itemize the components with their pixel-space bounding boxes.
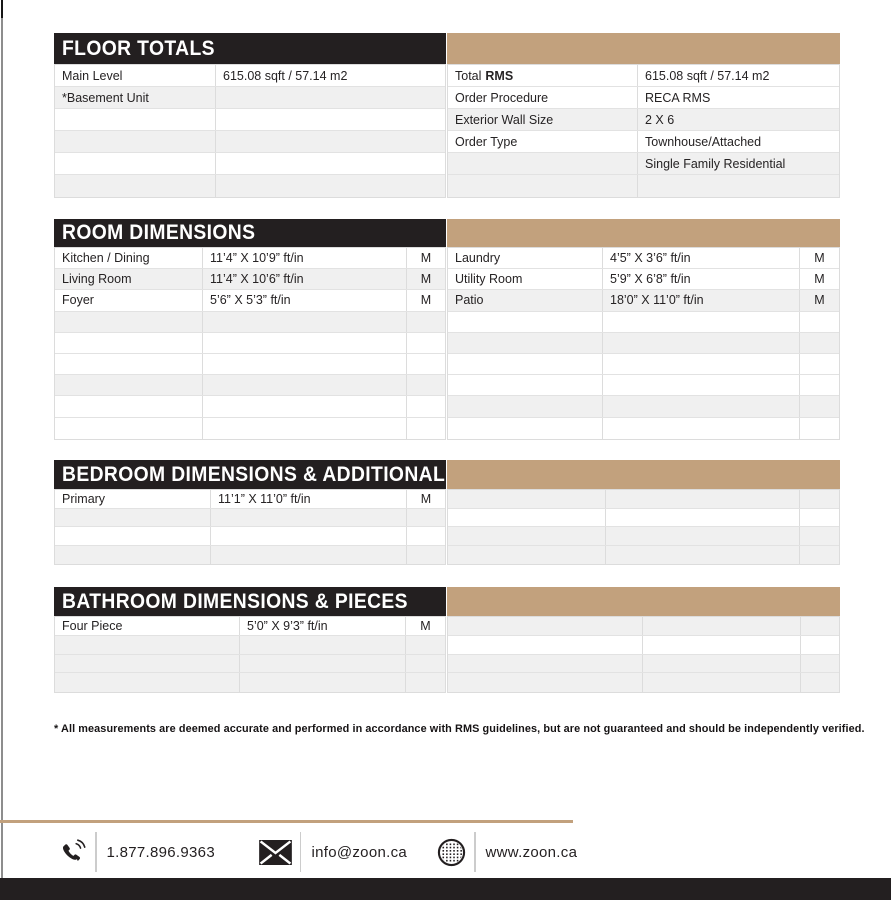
table-cell-label <box>448 673 642 692</box>
bedroom-right-table <box>447 489 840 565</box>
table-cell-value <box>215 131 445 152</box>
globe-icon <box>437 838 466 867</box>
table-cell-label <box>448 509 605 527</box>
table-cell-label <box>448 396 602 416</box>
table-cell-unit <box>799 418 839 439</box>
table-cell-unit <box>406 396 445 416</box>
table-row <box>55 673 445 692</box>
table-cell-value: Townhouse/Attached <box>637 131 839 152</box>
room-dimensions-title: ROOM DIMENSIONS <box>62 221 256 244</box>
table-cell-unit <box>799 490 839 508</box>
table-cell-value <box>215 87 445 108</box>
table-cell-value: 615.08 sqft / 57.14 m2 <box>215 65 445 86</box>
bedroom-header <box>54 460 840 489</box>
footer-divider <box>300 832 302 872</box>
table-cell-unit <box>800 617 839 635</box>
room-dimensions-left-table <box>54 247 446 440</box>
table-cell-value <box>239 636 405 654</box>
table-row <box>448 636 839 655</box>
table-row <box>55 109 445 131</box>
table-cell-label <box>55 527 210 545</box>
table-cell-value: 11’4” X 10’9” ft/in <box>202 248 406 268</box>
table-cell-unit <box>406 375 445 395</box>
page-left-edge-line <box>1 0 3 878</box>
table-row <box>448 490 839 509</box>
table-cell-value: 18’0” X 11’0” ft/in <box>602 290 799 310</box>
table-row <box>55 87 445 109</box>
table-cell-label: Exterior Wall Size <box>455 112 554 127</box>
table-cell-label: Utility Room <box>455 272 523 287</box>
table-cell-value <box>239 655 405 673</box>
table-cell-value: RECA RMS <box>637 87 839 108</box>
envelope-icon <box>259 840 292 865</box>
table-row <box>55 509 445 528</box>
table-cell-label <box>55 546 210 565</box>
table-cell-label: Kitchen / Dining <box>62 251 150 266</box>
table-cell-value <box>642 673 800 692</box>
table-cell-label: Living Room <box>62 272 132 287</box>
table-cell-label <box>55 333 202 353</box>
table-cell-unit <box>406 354 445 374</box>
bottom-black-bar <box>0 878 891 900</box>
bathroom-tables <box>54 616 840 693</box>
table-cell-label: Main Level <box>62 68 123 83</box>
table-row <box>55 396 445 417</box>
table-cell-unit <box>799 509 839 527</box>
table-cell-value <box>642 655 800 673</box>
table-row <box>55 636 445 655</box>
table-row <box>55 153 445 175</box>
table-cell-label <box>55 153 215 174</box>
table-cell-label <box>448 490 605 508</box>
table-cell-unit <box>406 509 445 527</box>
table-cell-label <box>55 396 202 416</box>
table-row <box>55 375 445 396</box>
table-cell-unit <box>406 333 445 353</box>
table-row <box>448 673 839 692</box>
table-row <box>448 109 839 131</box>
table-cell-label: Four Piece <box>62 618 123 633</box>
table-row <box>448 65 839 87</box>
table-row <box>448 153 839 175</box>
table-row <box>448 617 839 636</box>
footer-accent-line <box>0 820 573 823</box>
disclaimer-text: * All measurements are deemed accurate and performed in accordance with RMS guidelines, but are not guaranteed and should be independently verified. <box>54 723 865 735</box>
table-cell-label: Order Procedure <box>455 90 549 105</box>
table-cell-label <box>448 655 642 673</box>
table-cell-value <box>202 418 406 439</box>
section-bedroom-dimensions <box>54 460 840 565</box>
table-row <box>448 248 839 269</box>
table-row <box>55 527 445 546</box>
table-cell-value <box>210 527 406 545</box>
table-row <box>448 269 839 290</box>
table-cell-value <box>602 375 799 395</box>
table-cell-unit: M <box>799 290 839 310</box>
table-cell-label <box>55 418 202 439</box>
table-cell-label <box>55 636 239 654</box>
table-row <box>448 131 839 153</box>
table-cell-value: 11’4” X 10’6” ft/in <box>202 269 406 289</box>
footer-phone-number[interactable]: 1.877.896.9363 <box>106 843 215 861</box>
table-row <box>55 418 445 439</box>
table-cell-unit: M <box>405 617 445 635</box>
table-cell-value: Single Family Residential <box>637 153 839 174</box>
table-cell-label <box>55 131 215 152</box>
table-cell-label <box>448 375 602 395</box>
table-cell-label: *Basement Unit <box>62 90 149 105</box>
table-row <box>448 527 839 546</box>
table-row <box>55 65 445 87</box>
section-bathroom-dimensions <box>54 587 840 693</box>
table-cell-value <box>642 617 800 635</box>
bathroom-header <box>54 587 840 616</box>
table-cell-label <box>448 527 605 545</box>
table-row <box>448 375 839 396</box>
table-row <box>55 175 445 197</box>
table-cell-label <box>448 636 642 654</box>
section-floor-totals <box>54 33 840 198</box>
table-cell-value <box>605 546 799 565</box>
table-row <box>55 617 445 636</box>
table-cell-value: 2 X 6 <box>637 109 839 130</box>
table-cell-value <box>215 153 445 174</box>
table-cell-unit <box>799 354 839 374</box>
table-cell-value <box>202 354 406 374</box>
floor-totals-header <box>54 33 840 64</box>
table-row <box>448 546 839 565</box>
table-cell-label <box>448 312 602 332</box>
table-cell-value: 5’0” X 9’3” ft/in <box>239 617 405 635</box>
footer-contact-bar <box>57 831 577 873</box>
table-cell-label <box>448 153 637 174</box>
room-dimensions-accent-bar <box>447 219 840 247</box>
table-cell-unit <box>800 655 839 673</box>
table-cell-value <box>210 509 406 527</box>
table-row <box>448 354 839 375</box>
table-cell-label: Laundry <box>455 251 501 266</box>
table-cell-unit: M <box>406 269 445 289</box>
floor-totals-title-bar <box>54 33 446 64</box>
table-cell-unit <box>406 312 445 332</box>
table-cell-value <box>602 396 799 416</box>
bedroom-title-bar <box>54 460 446 489</box>
floor-totals-left-table <box>54 64 446 198</box>
bathroom-accent-bar <box>447 587 840 616</box>
floor-totals-title: FLOOR TOTALS <box>62 36 215 60</box>
table-cell-value <box>605 509 799 527</box>
bathroom-title-bar <box>54 587 446 616</box>
table-row <box>55 354 445 375</box>
table-row <box>55 333 445 354</box>
table-cell-unit <box>799 396 839 416</box>
table-cell-value: 615.08 sqft / 57.14 m2 <box>637 65 839 86</box>
table-cell-value <box>602 354 799 374</box>
table-cell-value <box>605 490 799 508</box>
table-row <box>448 655 839 674</box>
room-dimensions-header <box>54 219 840 247</box>
table-cell-label <box>55 109 215 130</box>
bedroom-accent-bar <box>447 460 840 489</box>
table-row <box>55 290 445 311</box>
table-cell-label <box>55 354 202 374</box>
floor-totals-right-table <box>447 64 840 198</box>
table-cell-unit: M <box>406 290 445 310</box>
table-cell-unit <box>405 636 445 654</box>
table-row <box>448 290 839 311</box>
table-cell-value <box>602 312 799 332</box>
table-cell-label <box>448 546 605 565</box>
table-cell-label: Total RMS <box>455 68 514 83</box>
table-row <box>55 546 445 565</box>
table-row <box>55 269 445 290</box>
table-cell-unit <box>799 546 839 565</box>
table-cell-value <box>637 175 839 197</box>
table-row <box>448 175 839 197</box>
footer-divider <box>95 832 97 872</box>
table-cell-label: Order Type <box>455 134 518 149</box>
table-cell-unit <box>406 418 445 439</box>
table-cell-label <box>448 333 602 353</box>
table-row <box>448 396 839 417</box>
section-room-dimensions <box>54 219 840 440</box>
room-dimensions-right-table <box>447 247 840 440</box>
table-cell-label <box>55 673 239 692</box>
table-cell-unit <box>799 333 839 353</box>
table-cell-value <box>239 673 405 692</box>
table-cell-value <box>602 418 799 439</box>
table-cell-value <box>202 312 406 332</box>
table-cell-label: Patio <box>455 293 484 308</box>
table-row <box>55 312 445 333</box>
table-row <box>55 655 445 674</box>
table-cell-unit: M <box>406 248 445 268</box>
room-dimensions-title-bar <box>54 219 446 247</box>
table-cell-value <box>215 109 445 130</box>
table-cell-value <box>605 527 799 545</box>
table-cell-label <box>55 375 202 395</box>
table-cell-label <box>448 617 642 635</box>
table-cell-label <box>55 312 202 332</box>
table-cell-unit <box>800 636 839 654</box>
table-cell-unit: M <box>406 490 445 508</box>
room-dimensions-tables <box>54 247 840 440</box>
phone-icon <box>57 837 87 867</box>
table-row <box>448 312 839 333</box>
table-cell-unit <box>406 546 445 565</box>
table-cell-unit <box>800 673 839 692</box>
table-cell-label <box>448 354 602 374</box>
footer-divider <box>474 832 476 872</box>
table-cell-value <box>202 375 406 395</box>
footer-email[interactable]: info@zoon.ca <box>311 843 408 861</box>
table-cell-unit <box>406 527 445 545</box>
table-row <box>448 509 839 528</box>
floor-totals-accent-bar <box>447 33 840 64</box>
table-cell-value <box>642 636 800 654</box>
table-cell-value: 4’5” X 3’6” ft/in <box>602 248 799 268</box>
bathroom-title: BATHROOM DIMENSIONS & PIECES <box>62 589 408 613</box>
table-cell-unit <box>799 312 839 332</box>
bathroom-right-table <box>447 616 840 693</box>
table-cell-label: Foyer <box>62 293 94 308</box>
table-cell-unit <box>405 655 445 673</box>
table-cell-label <box>448 175 637 197</box>
table-cell-value <box>202 333 406 353</box>
table-row <box>55 490 445 509</box>
table-cell-label: Primary <box>62 491 106 506</box>
table-cell-unit <box>799 375 839 395</box>
table-row <box>55 248 445 269</box>
floor-totals-tables <box>54 64 840 198</box>
table-cell-value <box>210 546 406 565</box>
table-row <box>55 131 445 153</box>
table-cell-unit: M <box>799 269 839 289</box>
table-cell-unit: M <box>799 248 839 268</box>
table-cell-value: 5’9” X 6’8” ft/in <box>602 269 799 289</box>
table-row <box>448 333 839 354</box>
table-cell-label <box>55 175 215 197</box>
table-cell-value: 5’6” X 5’3” ft/in <box>202 290 406 310</box>
table-row <box>448 418 839 439</box>
bathroom-left-table <box>54 616 446 693</box>
table-cell-label <box>55 509 210 527</box>
table-cell-value: 11’1” X 11’0” ft/in <box>210 490 406 508</box>
bedroom-title: BEDROOM DIMENSIONS & ADDITIONAL <box>62 462 446 486</box>
table-cell-unit <box>405 673 445 692</box>
table-cell-value <box>202 396 406 416</box>
table-cell-label <box>448 418 602 439</box>
table-cell-value <box>215 175 445 197</box>
table-cell-unit <box>799 527 839 545</box>
table-cell-label <box>55 655 239 673</box>
bedroom-tables <box>54 489 840 565</box>
table-row <box>448 87 839 109</box>
table-cell-value <box>602 333 799 353</box>
bedroom-left-table <box>54 489 446 565</box>
footer-website[interactable]: www.zoon.ca <box>485 843 578 861</box>
